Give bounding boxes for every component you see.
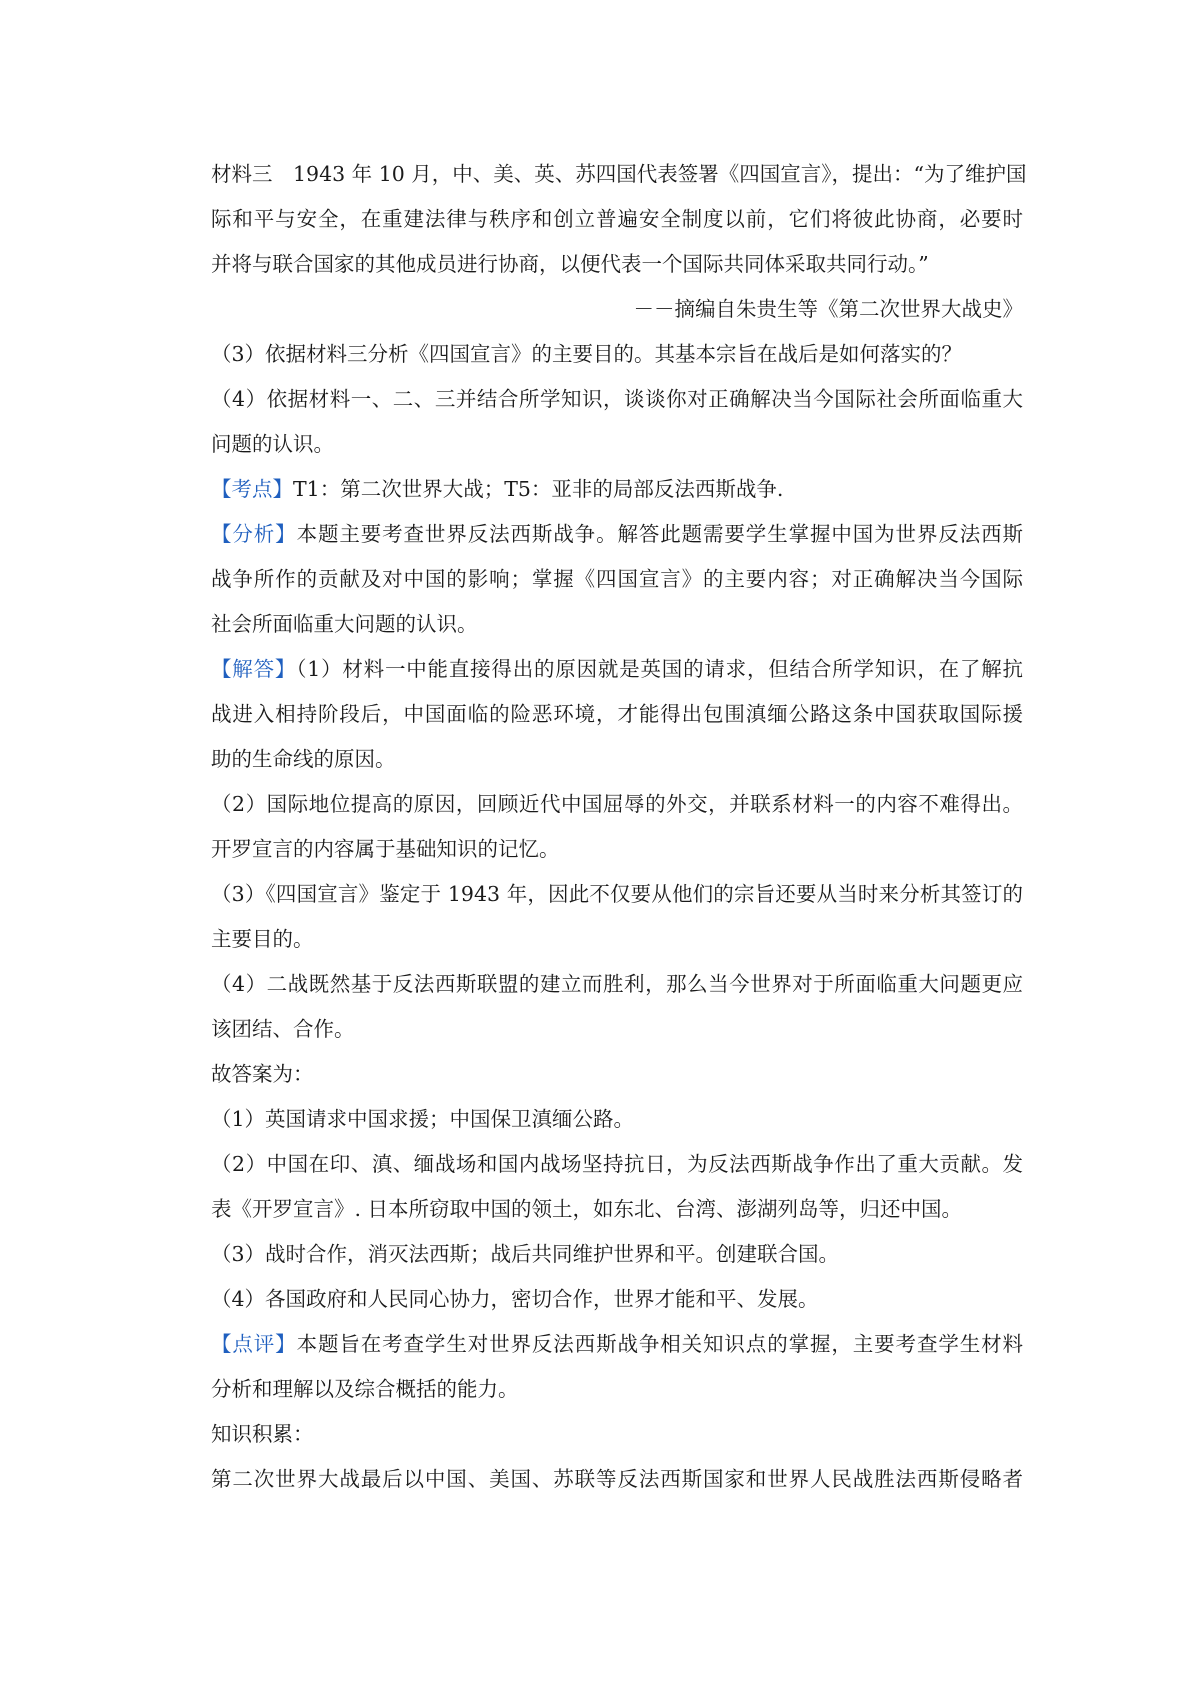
material3-line-1: 材料三 1943 年 10 月，中、美、英、苏四国代表签署《四国宣言》，提出：“为了维护国: [211, 162, 1027, 186]
jieda-line-1: [211, 647, 1023, 692]
answer-4: （4）各国政府和人民同心协力，密切合作，世界才能和平、发展。: [211, 1287, 819, 1311]
knowledge-line: 第二次世界大战最后以中国、美国、苏联等反法西斯国家和世界人民战胜法西斯侵略者: [211, 1467, 1023, 1491]
jieda-p2-line-1: （2）国际地位提高的原因，回顾近代中国屈辱的外交，并联系材料一的内容不难得出。: [211, 792, 1023, 816]
fenxi-line-1: [211, 512, 1023, 557]
material3-line-3: 并将与联合国家的其他成员进行协商，以便代表一个国际共同体采取共同行动。”: [211, 252, 929, 276]
fenxi-tag: 【分析】: [211, 522, 297, 546]
answer-3: （3）战时合作，消灭法西斯；战后共同维护世界和平。创建联合国。: [211, 1242, 840, 1266]
dianping-line-1: [211, 1322, 1023, 1367]
dianping-tag: 【点评】: [211, 1332, 297, 1356]
question-4-line-1: （4）依据材料一、二、三并结合所学知识，谈谈你对正确解决当今国际社会所面临重大: [211, 387, 1023, 411]
dianping-line-2: 分析和理解以及综合概括的能力。: [211, 1377, 519, 1401]
answer-1: （1）英国请求中国求援；中国保卫滇缅公路。: [211, 1107, 635, 1131]
question-4-line-2: 问题的认识。: [211, 432, 334, 456]
jieda-p4-line-1: （4）二战既然基于反法西斯联盟的建立而胜利，那么当今世界对于所面临重大问题更应: [211, 972, 1023, 996]
document-page: [211, 152, 1027, 1502]
answer-2-line-1: （2）中国在印、滇、缅战场和国内战场坚持抗日，为反法西斯战争作出了重大贡献。发: [211, 1152, 1023, 1176]
jieda-p2-line-2: 开罗宣言的内容属于基础知识的记忆。: [211, 837, 560, 861]
kaodian-tag: 【考点】: [211, 477, 293, 501]
jieda-line-2: 战进入相持阶段后，中国面临的险恶环境，才能得出包围滇缅公路这条中国获取国际援: [211, 702, 1023, 726]
material3-line-2: 际和平与安全，在重建法律与秩序和创立普遍安全制度以前，它们将彼此协商，必要时: [211, 207, 1023, 231]
question-3: （3）依据材料三分析《四国宣言》的主要目的。其基本宗旨在战后是如何落实的？: [211, 342, 963, 366]
kaodian-text: T1：第二次世界大战；T5：亚非的局部反法西斯战争.: [293, 477, 784, 501]
jieda-p4-line-2: 该团结、合作。: [211, 1017, 355, 1041]
fenxi-line-3: 社会所面临重大问题的认识。: [211, 612, 478, 636]
fenxi-text-1: 本题主要考查世界反法西斯战争。解答此题需要学生掌握中国为世界反法西斯: [296, 522, 1024, 546]
jieda-p3-line-1: （3）《四国宣言》鉴定于 1943 年，因此不仅要从他们的宗旨还要从当时来分析其签订的: [211, 882, 1023, 906]
jieda-p3-line-2: 主要目的。: [211, 927, 314, 951]
jieda-tag: 【解答】: [211, 657, 297, 681]
jieda-text-1: （1）材料一中能直接得出的原因就是英国的请求，但结合所学知识，在了解抗: [296, 657, 1024, 681]
jieda-line-3: 助的生命线的原因。: [211, 747, 396, 771]
dianping-text-1: 本题旨在考查学生对世界反法西斯战争相关知识点的掌握，主要考查学生材料: [296, 1332, 1024, 1356]
answer-heading: 故答案为：: [211, 1062, 314, 1086]
answer-2-line-2: 表《开罗宣言》. 日本所窃取中国的领土，如东北、台湾、澎湖列岛等，归还中国。: [211, 1197, 963, 1221]
fenxi-line-2: 战争所作的贡献及对中国的影响；掌握《四国宣言》的主要内容；对正确解决当今国际: [211, 567, 1023, 591]
knowledge-heading: 知识积累：: [211, 1422, 314, 1446]
material3-source: －－摘编自朱贵生等《第二次世界大战史》: [633, 297, 1023, 321]
kaodian-section: [211, 467, 1023, 512]
